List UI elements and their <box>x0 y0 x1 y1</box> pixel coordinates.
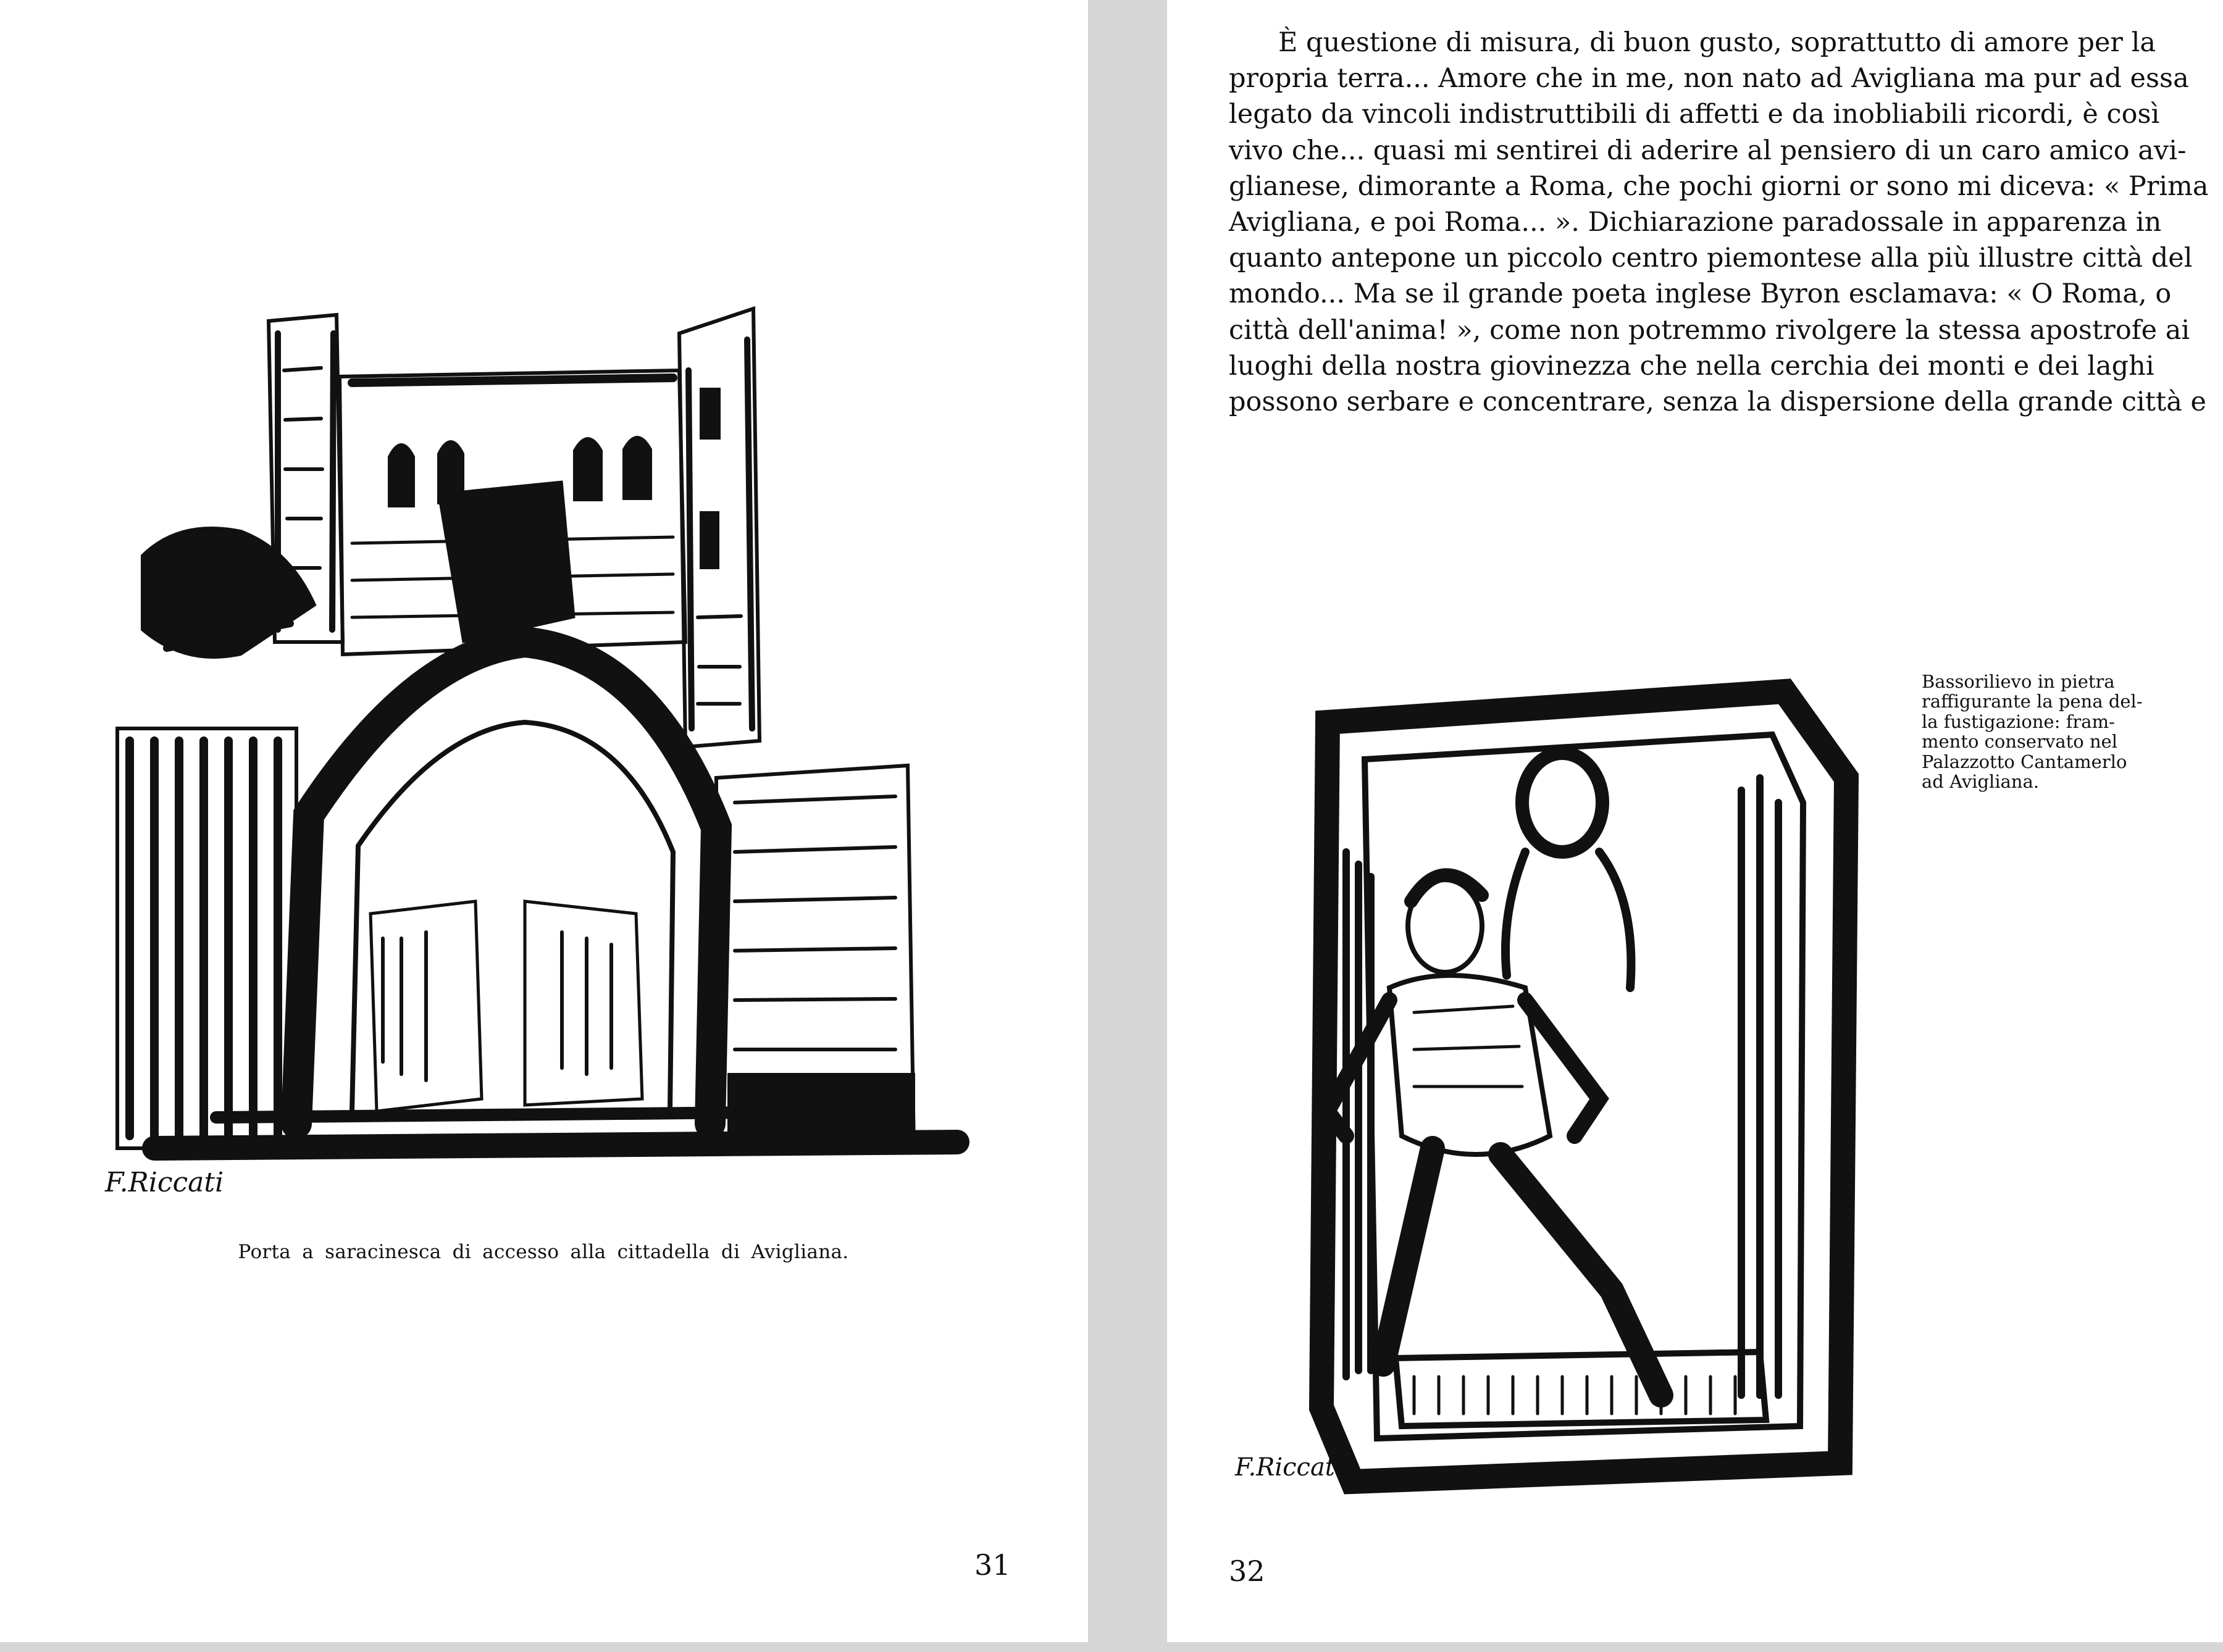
text-line: È questione di misura, di buon gusto, soprattutto di amore per la <box>1278 27 2156 58</box>
text-line: propria terra... Amore che in me, non nato ad Avigliana ma pur ad essa <box>1229 63 2189 94</box>
page-number: 31 <box>974 1548 1011 1582</box>
svg-text:F.Riccati: F.Riccati <box>105 1167 224 1198</box>
text-line: città dell'anima! », come non potremmo rivolgere la stessa apostrofe ai <box>1229 314 2190 346</box>
caption-line: ad Avigliana. <box>1922 771 2040 793</box>
text-line: quanto antepone un piccolo centro piemontese alla più illustre città del <box>1229 243 2193 274</box>
svg-text:F.Riccati: F.Riccati <box>1235 1453 1343 1482</box>
left-page <box>0 0 1088 1642</box>
caption-line: Palazzotto Cantamerlo <box>1922 751 2127 772</box>
text-line: luoghi della nostra giovinezza che nella cerchia dei monti e dei laghi <box>1229 350 2154 382</box>
relief-caption <box>1922 671 2143 793</box>
illustration-caption: Porta a saracinesca di accesso alla cittadella di Avigliana. <box>238 1241 849 1263</box>
caption-line: Bassorilievo in pietra <box>1922 671 2115 692</box>
text-line: mondo... Ma se il grande poeta inglese Byron esclamava: « O Roma, o <box>1229 278 2172 310</box>
gate-illustration <box>93 296 988 1210</box>
text-line: glianese, dimorante a Roma, che pochi giorni or sono mi diceva: « Prima <box>1229 170 2209 202</box>
caption-line: la fustigazione: fram- <box>1922 711 2115 732</box>
body-text <box>1229 25 2209 420</box>
text-line: legato da vincoli indistruttibili di affetti e da inobliabili ricordi, è così <box>1229 99 2160 130</box>
right-page <box>1167 0 2223 1642</box>
relief-illustration <box>1229 667 1871 1500</box>
page-number: 32 <box>1229 1554 1265 1588</box>
text-line: vivo che... quasi mi sentirei di aderire al pensiero di un caro amico avi- <box>1229 135 2187 166</box>
text-line: Avigliana, e poi Roma... ». Dichiarazione paradossale in apparenza in <box>1229 207 2162 238</box>
caption-line: raffigurante la pena del- <box>1922 691 2143 712</box>
text-line: possono serbare e concentrare, senza la dispersione della grande città e <box>1229 386 2207 418</box>
caption-line: mento conservato nel <box>1922 731 2118 753</box>
